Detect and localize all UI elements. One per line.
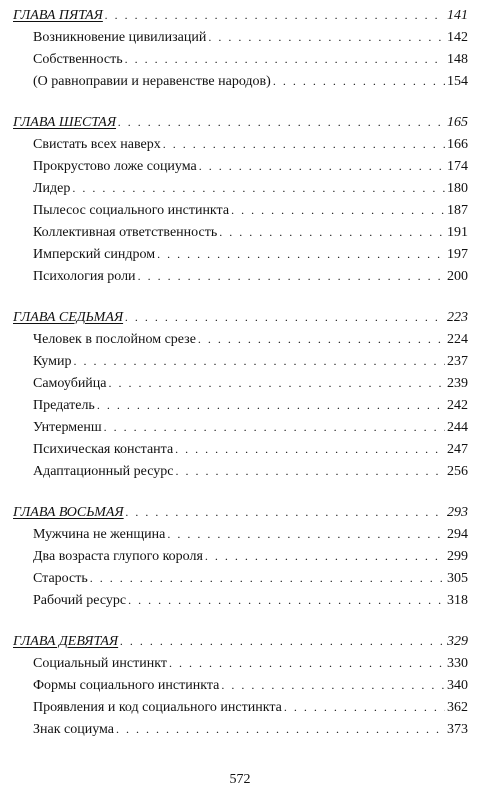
chapter-title: ГЛАВА ВОСЬМАЯ [13, 505, 124, 520]
entry-page: 340 [447, 678, 468, 693]
dot-leader [105, 4, 445, 26]
chapter-page: 329 [447, 634, 468, 649]
chapter-page: 141 [447, 8, 468, 23]
entry-title: Психология роли [33, 269, 136, 284]
entry-title: Два возраста глупого короля [33, 549, 203, 564]
entry-title: Унтерменш [33, 420, 102, 435]
dot-leader [73, 350, 445, 372]
toc-entry[interactable] [13, 221, 468, 243]
chapter-heading[interactable] [13, 4, 468, 26]
entry-page: 142 [447, 30, 468, 45]
entry-page: 305 [447, 571, 468, 586]
entry-title: Пылесос социального инстинкта [33, 203, 230, 218]
chapter-title: ГЛАВА ШЕСТАЯ [13, 115, 117, 130]
dot-leader [157, 243, 445, 265]
chapter-heading[interactable] [13, 306, 468, 328]
dot-leader [125, 306, 445, 328]
toc-entry[interactable] [13, 155, 468, 177]
dot-leader [163, 133, 445, 155]
dot-leader [90, 567, 445, 589]
toc-entry[interactable] [13, 70, 468, 92]
entry-page: 318 [447, 593, 468, 608]
entry-title: Прокрустово ложе социума [33, 159, 197, 174]
chapter-8 [13, 501, 468, 611]
dot-leader [219, 221, 445, 243]
toc-entry[interactable] [13, 394, 468, 416]
chapter-title: ГЛАВА ДЕВЯТАЯ [13, 634, 119, 649]
toc-entry[interactable] [13, 177, 468, 199]
entry-title: Самоубийца [33, 376, 107, 391]
dot-leader [97, 394, 445, 416]
dot-leader [221, 674, 445, 696]
entry-page: 197 [447, 247, 468, 262]
toc-entry[interactable] [13, 696, 468, 718]
dot-leader [120, 630, 445, 652]
entry-title: Собственность [33, 52, 123, 67]
entry-title: Возникновение цивилизаций [33, 30, 207, 45]
entry-page: 187 [447, 203, 468, 218]
entry-title: Свистать всех наверх [33, 137, 161, 152]
entry-page: 330 [447, 656, 468, 671]
table-of-contents [13, 4, 468, 759]
toc-entry[interactable] [13, 265, 468, 287]
entry-page: 239 [447, 376, 468, 391]
toc-entry[interactable] [13, 545, 468, 567]
entry-title: Старость [33, 571, 88, 586]
dot-leader [208, 26, 445, 48]
chapter-title: ГЛАВА СЕДЬМАЯ [13, 310, 124, 325]
entry-page: 256 [447, 464, 468, 479]
toc-entry[interactable] [13, 652, 468, 674]
entry-page: 373 [447, 722, 468, 737]
dot-leader [118, 111, 445, 133]
toc-entry[interactable] [13, 26, 468, 48]
chapter-9 [13, 630, 468, 740]
page-number: 572 [229, 772, 251, 787]
entry-title: Психическая константа [33, 442, 174, 457]
entry-title: Знак социума [33, 722, 115, 737]
dot-leader [109, 372, 445, 394]
entry-page: 242 [447, 398, 468, 413]
entry-title: Имперский синдром [33, 247, 156, 262]
entry-page: 362 [447, 700, 468, 715]
entry-page: 200 [447, 269, 468, 284]
chapter-heading[interactable] [13, 111, 468, 133]
entry-page: 174 [447, 159, 468, 174]
entry-page: 224 [447, 332, 468, 347]
toc-entry[interactable] [13, 243, 468, 265]
toc-entry[interactable] [13, 460, 468, 482]
entry-page: 166 [447, 137, 468, 152]
entry-title: Предатель [33, 398, 95, 413]
toc-entry[interactable] [13, 372, 468, 394]
toc-entry[interactable] [13, 416, 468, 438]
toc-entry[interactable] [13, 133, 468, 155]
toc-entry[interactable] [13, 199, 468, 221]
entry-title: Проявления и код социального инстинкта [33, 700, 282, 715]
entry-title: Адаптационный ресурс [33, 464, 174, 479]
chapter-7 [13, 306, 468, 482]
entry-page: 247 [447, 442, 468, 457]
toc-entry[interactable] [13, 589, 468, 611]
toc-entry[interactable] [13, 674, 468, 696]
entry-title: Кумир [33, 354, 72, 369]
chapter-title: ГЛАВА ПЯТАЯ [13, 8, 103, 23]
toc-entry[interactable] [13, 48, 468, 70]
toc-entry[interactable] [13, 328, 468, 350]
entry-page: 244 [447, 420, 468, 435]
dot-leader [128, 589, 445, 611]
dot-leader [199, 155, 445, 177]
dot-leader [167, 523, 445, 545]
dot-leader [138, 265, 445, 287]
chapter-heading[interactable] [13, 630, 468, 652]
entry-page: 180 [447, 181, 468, 196]
entry-title: Лидер [33, 181, 71, 196]
entry-page: 294 [447, 527, 468, 542]
dot-leader [104, 416, 445, 438]
dot-leader [169, 652, 445, 674]
entry-page: 237 [447, 354, 468, 369]
entry-title: Мужчина не женщина [33, 527, 166, 542]
dot-leader [72, 177, 445, 199]
dot-leader [175, 460, 445, 482]
chapter-6 [13, 111, 468, 287]
dot-leader [198, 328, 445, 350]
toc-entry[interactable] [13, 523, 468, 545]
dot-leader [273, 70, 445, 92]
toc-entry[interactable] [13, 718, 468, 740]
dot-leader [116, 718, 445, 740]
entry-page: 148 [447, 52, 468, 67]
entry-title: Рабочий ресурс [33, 593, 127, 608]
chapter-page: 165 [447, 115, 468, 130]
chapter-heading[interactable] [13, 501, 468, 523]
entry-page: 191 [447, 225, 468, 240]
chapter-5 [13, 4, 468, 92]
dot-leader [231, 199, 445, 221]
entry-page: 154 [447, 74, 468, 89]
toc-entry[interactable] [13, 567, 468, 589]
dot-leader [205, 545, 445, 567]
chapter-page: 293 [447, 505, 468, 520]
dot-leader [284, 696, 445, 718]
chapter-page: 223 [447, 310, 468, 325]
toc-entry[interactable] [13, 350, 468, 372]
dot-leader [175, 438, 445, 460]
entry-page: 299 [447, 549, 468, 564]
dot-leader [125, 48, 445, 70]
entry-title: Социальный инстинкт [33, 656, 167, 671]
entry-title: Формы социального инстинкта [33, 678, 220, 693]
entry-title: Человек в послойном срезе [33, 332, 196, 347]
entry-title: (О равноправии и неравенстве народов) [33, 74, 271, 89]
toc-entry[interactable] [13, 438, 468, 460]
entry-title: Коллективная ответственность [33, 225, 218, 240]
dot-leader [126, 501, 445, 523]
